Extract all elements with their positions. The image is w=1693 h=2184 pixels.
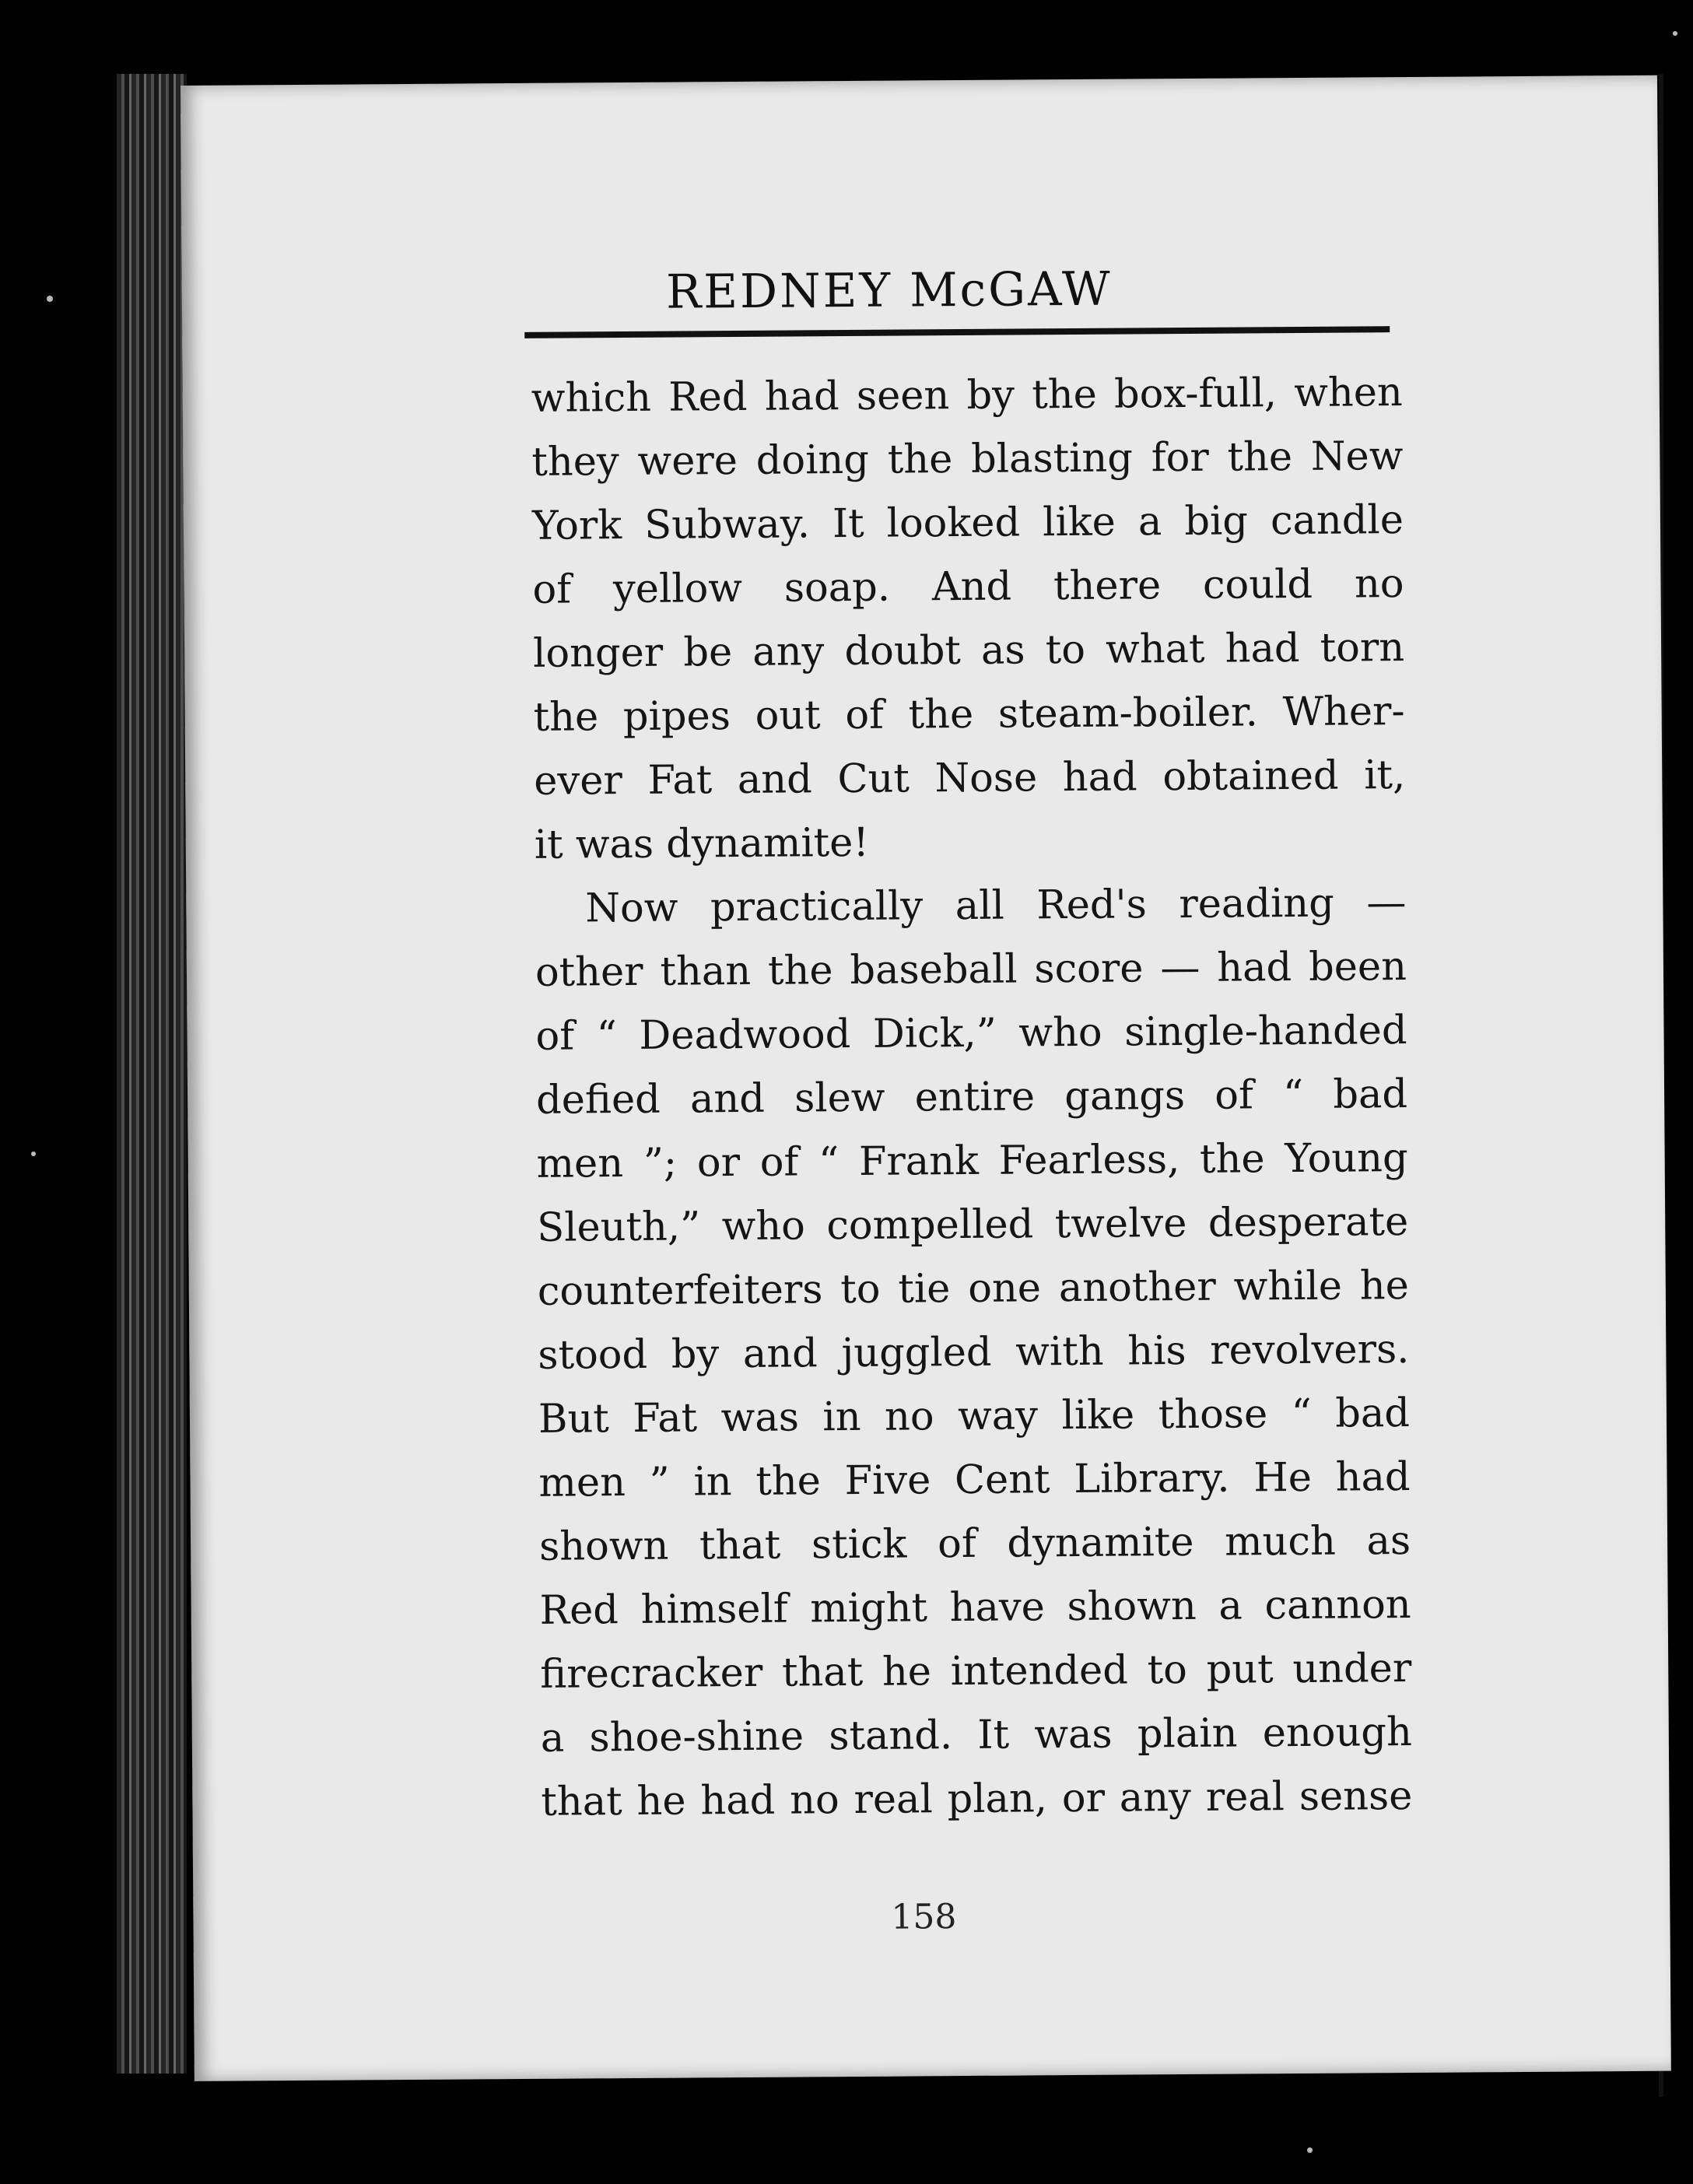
text-line: longer be any doubt as to what had torn xyxy=(532,625,1405,677)
text-line: men ” in the Five Cent Library. He had xyxy=(538,1454,1411,1506)
running-head-text: REDNEY McGAW xyxy=(665,261,1113,320)
text-line: that he had no real plan, or any real sense xyxy=(541,1773,1413,1825)
scan-speck xyxy=(47,296,53,302)
text-line: Now practically all Red's reading — xyxy=(585,880,1407,932)
scan-speck xyxy=(1307,2147,1313,2153)
text-line: stood by and juggled with his revolvers. xyxy=(538,1327,1410,1379)
text-line: shown that stick of dynamite much as xyxy=(538,1518,1411,1570)
text-line: of yellow soap. And there could no xyxy=(532,561,1404,613)
text-line: ever Fat and Cut Nose had obtained it, xyxy=(534,752,1406,805)
text-line: other than the baseball score — had been xyxy=(535,944,1407,996)
text-line: York Subway. It looked like a big candle xyxy=(531,497,1404,549)
text-line: they were doing the blasting for the New xyxy=(531,433,1404,486)
text-line: it was dynamite! xyxy=(534,819,870,868)
text-line: firecracker that he intended to put under xyxy=(540,1646,1412,1698)
scan-speck xyxy=(31,1152,36,1156)
text-line: defied and slew entire gangs of “ bad xyxy=(535,1071,1408,1124)
text-line: men ”; or of “ Frank Fearless, the Young xyxy=(536,1135,1408,1187)
text-line: Sleuth,” who compelled twelve desperate xyxy=(537,1199,1409,1251)
text-line: the pipes out of the steam-boiler. Wher- xyxy=(533,689,1405,741)
page-number xyxy=(193,1892,1670,1942)
book-page xyxy=(181,75,1671,2081)
text-line: of “ Deadwood Dick,” who single-handed xyxy=(535,1008,1407,1060)
header-rule xyxy=(524,326,1390,338)
scan-speck xyxy=(1673,31,1677,36)
book-fore-edge xyxy=(117,74,187,2074)
text-line: a shoe-shine stand. It was plain enough xyxy=(540,1709,1413,1762)
text-line: counterfeiters to tie one another while he xyxy=(537,1263,1410,1315)
text-line: which Red had seen by the box-full, when xyxy=(531,370,1403,422)
running-head xyxy=(182,258,1659,323)
text-line: But Fat was in no way like those “ bad xyxy=(538,1390,1411,1443)
body-text xyxy=(531,361,1413,1835)
page-number-text: 158 xyxy=(891,1897,957,1937)
text-line: Red himself might have shown a cannon xyxy=(539,1582,1411,1634)
